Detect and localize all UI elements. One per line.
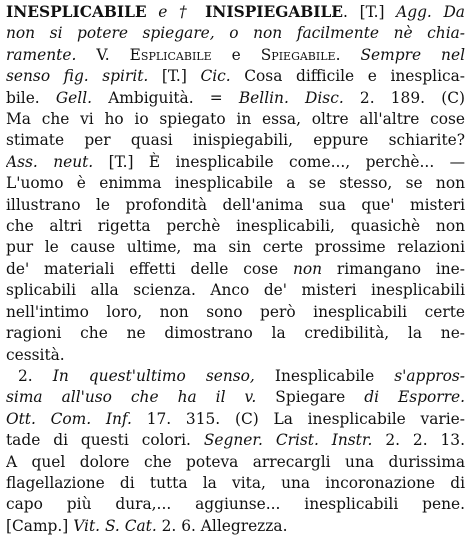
line13-text-c: rimangano ine- <box>322 259 465 278</box>
line13-emphasis: non <box>292 259 323 278</box>
entry-line-3 <box>6 45 465 66</box>
author-ott: Ott. Com. Inf. <box>6 409 132 428</box>
entry-line-22: A quel dolore che poteva arrecargli una durissima <box>6 452 465 471</box>
cross-ref-1: Esplicabile <box>129 45 212 64</box>
author-bellin: Bellin. Disc. <box>238 88 344 107</box>
entry-line-8 <box>6 152 465 173</box>
source-tag: . [T.] <box>343 3 397 21</box>
sense-2-headword: Inesplicabile <box>254 366 395 385</box>
line21-text-b: 2. 2. 13. <box>372 431 465 450</box>
entry-line-24: capo più dura,... aggiunse... inesplicabili pene. <box>6 495 465 514</box>
line13-text-a: de' materiali effetti delle cose <box>6 259 293 278</box>
line8-text: [T.] È inesplicabile come..., perchè... — <box>93 152 465 171</box>
line21-text-a: tade di questi colori. <box>6 431 204 450</box>
see-prefix: V. <box>76 45 130 64</box>
entry-line-10: illustrano le profondità dell'anima sua que' misteri <box>6 195 465 214</box>
definition-text: non si potere spiegare, o non facilmente nè chia- <box>6 24 465 43</box>
entry-line-9: L'uomo è enimma inesplicabile a se stesso, se non <box>6 174 465 193</box>
entry-line-19 <box>6 387 465 408</box>
sense-fig-label: Sempre nel <box>360 45 465 64</box>
line5-text-a: bile. <box>6 88 56 107</box>
entry-line-4 <box>6 66 465 87</box>
entry-line-17: cessità. <box>6 345 65 364</box>
see-suffix: . <box>335 45 361 64</box>
variant-connector: e † <box>146 3 206 21</box>
sense-2-number: 2. <box>18 366 53 385</box>
ass-neut-label: Ass. neut. <box>6 152 94 171</box>
author-gell: Gell. <box>55 88 93 107</box>
ott-quote: 17. 315. (C) La inesplicabile varie- <box>131 409 465 428</box>
sense-2-text-2: sima all'uso che ha il v. <box>6 388 257 407</box>
entry-line-15: nell'intimo loro, non sono però inesplicabili certe <box>6 302 465 321</box>
author-vit: Vit. S. Cat. <box>73 516 157 535</box>
cic-quote: Cosa difficile e inesplica- <box>230 67 465 86</box>
part-of-speech: Agg. <box>396 3 432 21</box>
entry-line-21 <box>6 430 465 451</box>
entry-line-6: Ma che vi ho io spiegato in essa, oltre all'altre cose <box>6 110 465 129</box>
cross-ref-2: Spiegabile <box>260 45 336 64</box>
headword: INESPLICABILE <box>6 3 147 21</box>
sense-2-label: In quest'ultimo senso, <box>52 366 255 385</box>
entry-line-20 <box>6 409 465 430</box>
entry-line-1 <box>6 2 465 23</box>
line25-text-b: 2. 6. Allegrezza. <box>156 516 288 535</box>
entry-line-5 <box>6 88 465 109</box>
entry-line-13 <box>6 259 465 280</box>
sense-2-text: s'appros- <box>394 366 465 385</box>
entry-line-12: pur le cause ultime, ma sin certe prossime relazioni <box>6 238 465 257</box>
entry-line-7: stimate per quasi inispiegabili, eppure schiarite? <box>6 131 465 150</box>
sense-2-gloss: di Esporre. <box>364 388 465 407</box>
entry-line-11: che altri rigetta perchè inesplicabili, quasichè non <box>6 217 465 236</box>
entry-line-25 <box>6 516 465 537</box>
entry-line-16: ragioni che ne dimostrano la credibilità, la ne- <box>6 324 465 343</box>
entry-line-23: flagellazione di tutta la vita, una incoronazione di <box>6 473 465 492</box>
definition-end: ramente. <box>6 45 77 64</box>
entry-line-14: splicabili alla scienza. Anco de' misteri inesplicabili <box>6 281 465 300</box>
line25-text-a: [Camp.] <box>6 516 74 535</box>
entry-line-18 <box>6 366 465 387</box>
line5-text-c: 2. 189. (C) <box>343 88 465 107</box>
entry-line-2 <box>6 23 465 44</box>
author-cic: Cic. <box>200 67 231 86</box>
source-tag-2: [T.] <box>148 67 201 86</box>
sense-2-verb: Spiegare <box>256 388 365 407</box>
line5-text-b: Ambiguità. = <box>92 88 239 107</box>
author-segner: Segner. Crist. Instr. <box>203 431 373 450</box>
see-mid: e <box>211 45 261 64</box>
sense-fig-label-2: senso fig. spirit. <box>6 67 149 86</box>
variant-headword: INISPIEGABILE <box>205 3 344 21</box>
definition-start: Da <box>431 3 465 21</box>
